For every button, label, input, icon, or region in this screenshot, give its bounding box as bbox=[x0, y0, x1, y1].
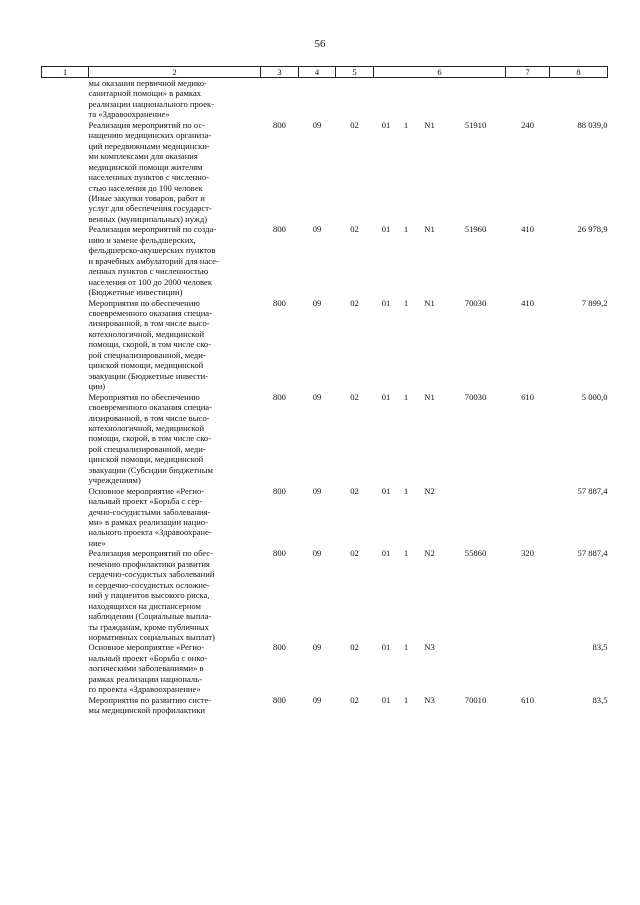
table-row bbox=[42, 548, 608, 642]
cell-subsection: 02 bbox=[350, 224, 359, 235]
item-name-line: эвакуации (Бюджетные инвести- bbox=[88, 370, 209, 381]
budget-table bbox=[41, 66, 608, 716]
cell-project: N1 bbox=[424, 391, 435, 402]
cell-number bbox=[42, 642, 89, 694]
item-name-line: помощи, скорой, в том числе ско- bbox=[88, 339, 212, 350]
item-name-line: ций передвижными медицински- bbox=[88, 140, 210, 151]
cell-subprogram: 1 bbox=[403, 119, 409, 130]
item-name-line: нальный проект «Борьба с сер- bbox=[88, 496, 203, 507]
item-name-line: нальный проект «Борьба с онко- bbox=[88, 652, 208, 663]
item-name-line: котехнологичной, медицинской bbox=[88, 328, 205, 339]
cell-amount: 57 887,4 bbox=[577, 485, 608, 496]
item-name-line: логическими заболеваниями» в bbox=[88, 663, 204, 674]
table-row bbox=[42, 78, 608, 120]
item-name-line: и сердечно-сосудистых осложне- bbox=[88, 579, 210, 590]
cell-number bbox=[42, 120, 89, 225]
cell-subsection: 02 bbox=[350, 548, 359, 559]
cell-direction: 51910 bbox=[464, 119, 487, 130]
item-name-line: Реализация мероприятий по ос- bbox=[88, 119, 205, 130]
cell-amount: 83,5 bbox=[592, 694, 608, 705]
item-name-line: своевременного оказания специа- bbox=[88, 402, 212, 413]
cell-number bbox=[42, 392, 89, 486]
cell-subprogram: 1 bbox=[403, 642, 409, 653]
item-name-line: нащению медицинских организа- bbox=[88, 130, 212, 141]
cell-program: 01 bbox=[381, 119, 391, 130]
item-name-line: ний у пациентов высокого риска, bbox=[88, 590, 210, 601]
item-name-line: реализации национального проек- bbox=[88, 98, 215, 109]
item-name-line: сердечно-сосудистых заболеваний bbox=[88, 569, 215, 580]
item-name-line: цинской помощи, медицинской bbox=[88, 454, 204, 465]
cell-direction: 51960 bbox=[464, 224, 487, 235]
page-number: 56 bbox=[314, 38, 326, 50]
cell-subsection: 02 bbox=[350, 391, 359, 402]
col-header-3: 3 bbox=[261, 67, 299, 78]
item-name-line: (Иные закупки товаров, работ и bbox=[88, 192, 205, 203]
cell-item-name bbox=[89, 120, 261, 225]
item-name-line: ции) bbox=[88, 381, 106, 392]
item-name-line: Реализация мероприятий по созда- bbox=[88, 224, 217, 235]
table-row bbox=[42, 642, 608, 694]
col-header-5: 5 bbox=[336, 67, 374, 78]
cell-subprogram bbox=[399, 78, 414, 120]
item-name-line: и врачебных амбулаторий для насе- bbox=[88, 255, 219, 266]
cell-subsection: 02 bbox=[350, 642, 359, 653]
cell-subsection: 02 bbox=[350, 119, 359, 130]
cell-direction: 55860 bbox=[464, 548, 487, 559]
item-name-line: нию и замене фельдшерских, bbox=[88, 234, 196, 245]
table-row bbox=[42, 120, 608, 225]
cell-section: 09 bbox=[312, 297, 322, 308]
item-name-line: ние» bbox=[88, 537, 106, 548]
cell-ministry-code: 800 bbox=[273, 642, 286, 653]
col-header-4: 4 bbox=[299, 67, 336, 78]
cell-direction bbox=[446, 78, 506, 120]
col-header-7: 7 bbox=[506, 67, 550, 78]
cell-subprogram: 1 bbox=[403, 548, 409, 559]
item-name-line: печению профилактики развития bbox=[88, 558, 210, 569]
item-name-line: та «Здравоохранение» bbox=[88, 109, 170, 120]
cell-project: N2 bbox=[424, 485, 435, 496]
cell-program bbox=[374, 78, 399, 120]
cell-ministry-code bbox=[261, 78, 299, 120]
cell-number bbox=[42, 298, 89, 392]
table-row bbox=[42, 695, 608, 716]
cell-program: 01 bbox=[381, 548, 391, 559]
item-name-line: рой специализированной, меди- bbox=[88, 443, 206, 454]
table-body bbox=[42, 78, 608, 716]
cell-amount: 88 039,0 bbox=[577, 119, 608, 130]
item-name-line: учреждениям) bbox=[88, 475, 141, 486]
item-name-line: санитарной помощи» в рамках bbox=[88, 88, 202, 99]
cell-item-name bbox=[89, 298, 261, 392]
cell-amount: 26 978,9 bbox=[577, 224, 608, 235]
item-name-line: помощи, скорой, в том числе ско- bbox=[88, 433, 212, 444]
item-name-line: Мероприятия по обеспечению bbox=[88, 297, 200, 308]
cell-expense-type: 410 bbox=[521, 224, 534, 235]
cell-ministry-code: 800 bbox=[273, 224, 286, 235]
header-row bbox=[42, 67, 608, 78]
cell-direction bbox=[446, 486, 506, 549]
cell-section: 09 bbox=[312, 119, 322, 130]
item-name-line: населенных пунктов с численно- bbox=[88, 172, 210, 183]
cell-subsection: 02 bbox=[350, 485, 359, 496]
cell-section: 09 bbox=[312, 694, 322, 705]
cell-expense-type bbox=[506, 486, 550, 549]
item-name-line: мы оказания первичной медико- bbox=[88, 78, 207, 88]
item-name-line: дечно-сосудистыми заболевания- bbox=[88, 506, 211, 517]
cell-ministry-code: 800 bbox=[273, 119, 286, 130]
item-name-line: услуг для обеспечения государст- bbox=[88, 203, 212, 214]
cell-section: 09 bbox=[312, 485, 322, 496]
item-name-line: котехнологичной, медицинской bbox=[88, 422, 205, 433]
cell-item-name bbox=[89, 78, 261, 120]
cell-program: 01 bbox=[381, 224, 391, 235]
cell-project bbox=[414, 78, 446, 120]
item-name-line: Реализация мероприятий по обес- bbox=[88, 548, 214, 559]
cell-expense-type: 610 bbox=[521, 391, 534, 402]
cell-ministry-code: 800 bbox=[273, 297, 286, 308]
cell-expense-type bbox=[506, 78, 550, 120]
cell-expense-type bbox=[506, 642, 550, 694]
cell-amount bbox=[550, 78, 608, 120]
cell-program: 01 bbox=[381, 642, 391, 653]
item-name-line: лизированной, в том числе высо- bbox=[88, 412, 210, 423]
table-row bbox=[42, 224, 608, 297]
cell-direction: 70030 bbox=[464, 391, 487, 402]
cell-program: 01 bbox=[381, 694, 391, 705]
cell-amount: 7 899,2 bbox=[581, 297, 608, 308]
cell-project: N2 bbox=[424, 548, 435, 559]
cell-project: N1 bbox=[424, 224, 435, 235]
cell-subprogram: 1 bbox=[403, 297, 409, 308]
item-name-line: медицинской помощи жителям bbox=[88, 161, 203, 172]
table-row bbox=[42, 392, 608, 486]
cell-program: 01 bbox=[381, 297, 391, 308]
cell-item-name bbox=[89, 392, 261, 486]
cell-section: 09 bbox=[312, 642, 322, 653]
cell-direction bbox=[446, 642, 506, 694]
item-name-line: лизированной, в том числе высо- bbox=[88, 318, 210, 329]
cell-project: N1 bbox=[424, 119, 435, 130]
item-name-line: нального проекта «Здравоохране- bbox=[88, 527, 212, 538]
cell-ministry-code: 800 bbox=[273, 694, 286, 705]
cell-number bbox=[42, 78, 89, 120]
cell-subsection: 02 bbox=[350, 694, 359, 705]
item-name-line: мы медицинской профилактики bbox=[88, 705, 206, 716]
cell-project: N3 bbox=[424, 642, 435, 653]
cell-number bbox=[42, 548, 89, 642]
item-name-line: своевременного оказания специа- bbox=[88, 307, 212, 318]
item-name-line: рамках реализации националь- bbox=[88, 673, 202, 684]
item-name-line: цинской помощи, медицинской bbox=[88, 360, 204, 371]
cell-section: 09 bbox=[312, 391, 322, 402]
col-header-8: 8 bbox=[550, 67, 608, 78]
cell-subprogram: 1 bbox=[403, 694, 409, 705]
cell-ministry-code: 800 bbox=[273, 548, 286, 559]
cell-expense-type: 320 bbox=[521, 548, 534, 559]
cell-item-name bbox=[89, 642, 261, 694]
item-name-line: Мероприятия по обеспечению bbox=[88, 391, 200, 402]
cell-ministry-code: 800 bbox=[273, 391, 286, 402]
item-name-line: Основное мероприятие «Регио- bbox=[88, 642, 205, 653]
cell-item-name bbox=[89, 486, 261, 549]
cell-expense-type: 410 bbox=[521, 297, 534, 308]
cell-amount: 57 887,4 bbox=[577, 548, 608, 559]
item-name-line: населения от 100 до 2000 человек bbox=[88, 276, 213, 287]
table-row bbox=[42, 298, 608, 392]
item-name-line: стью населения до 100 человек bbox=[88, 182, 203, 193]
item-name-line: Мероприятия по развитию систе- bbox=[88, 694, 212, 705]
item-name-line: рой специализированной, меди- bbox=[88, 349, 206, 360]
cell-expense-type: 610 bbox=[521, 694, 534, 705]
cell-number bbox=[42, 486, 89, 549]
item-name-line: го проекта «Здравоохранение» bbox=[88, 684, 201, 695]
cell-number bbox=[42, 695, 89, 716]
cell-section bbox=[299, 78, 336, 120]
cell-direction: 70010 bbox=[464, 694, 487, 705]
col-header-1: 1 bbox=[42, 67, 89, 78]
cell-program: 01 bbox=[381, 391, 391, 402]
item-name-line: ты гражданам, кроме публичных bbox=[88, 621, 209, 632]
item-name-line: фельдшерско-акушерских пунктов bbox=[88, 245, 216, 256]
cell-item-name bbox=[89, 695, 261, 716]
item-name-line: венных (муниципальных) нужд) bbox=[88, 213, 208, 224]
cell-subprogram: 1 bbox=[403, 485, 409, 496]
cell-project: N1 bbox=[424, 297, 435, 308]
item-name-line: ми» в рамках реализации нацио- bbox=[88, 517, 208, 528]
item-name-line: наблюдении (Социальные выпла- bbox=[88, 611, 212, 622]
cell-section: 09 bbox=[312, 548, 322, 559]
cell-amount: 5 000,0 bbox=[581, 391, 608, 402]
cell-subprogram: 1 bbox=[403, 224, 409, 235]
cell-expense-type: 240 bbox=[521, 119, 534, 130]
cell-project: N3 bbox=[424, 694, 435, 705]
table-row bbox=[42, 486, 608, 549]
cell-amount: 83,5 bbox=[592, 642, 608, 653]
cell-number bbox=[42, 224, 89, 297]
cell-subsection: 02 bbox=[350, 297, 359, 308]
col-header-6: 6 bbox=[374, 67, 506, 78]
cell-section: 09 bbox=[312, 224, 322, 235]
item-name-line: нормативных социальных выплат) bbox=[88, 632, 215, 643]
item-name-line: ленных пунктов с численностью bbox=[88, 266, 209, 277]
item-name-line: находящихся на диспансерном bbox=[88, 600, 201, 611]
item-name-line: Основное мероприятие «Регио- bbox=[88, 485, 205, 496]
cell-subprogram: 1 bbox=[403, 391, 409, 402]
cell-item-name bbox=[89, 224, 261, 297]
col-header-2: 2 bbox=[89, 67, 261, 78]
cell-item-name bbox=[89, 548, 261, 642]
cell-program: 01 bbox=[381, 485, 391, 496]
cell-subsection bbox=[336, 78, 374, 120]
item-name-line: эвакуации (Субсидии бюджетным bbox=[88, 464, 213, 475]
cell-direction: 70030 bbox=[464, 297, 487, 308]
cell-ministry-code: 800 bbox=[273, 485, 286, 496]
item-name-line: ми комплексами для оказания bbox=[88, 151, 198, 162]
item-name-line: (Бюджетные инвестиции) bbox=[88, 287, 183, 298]
